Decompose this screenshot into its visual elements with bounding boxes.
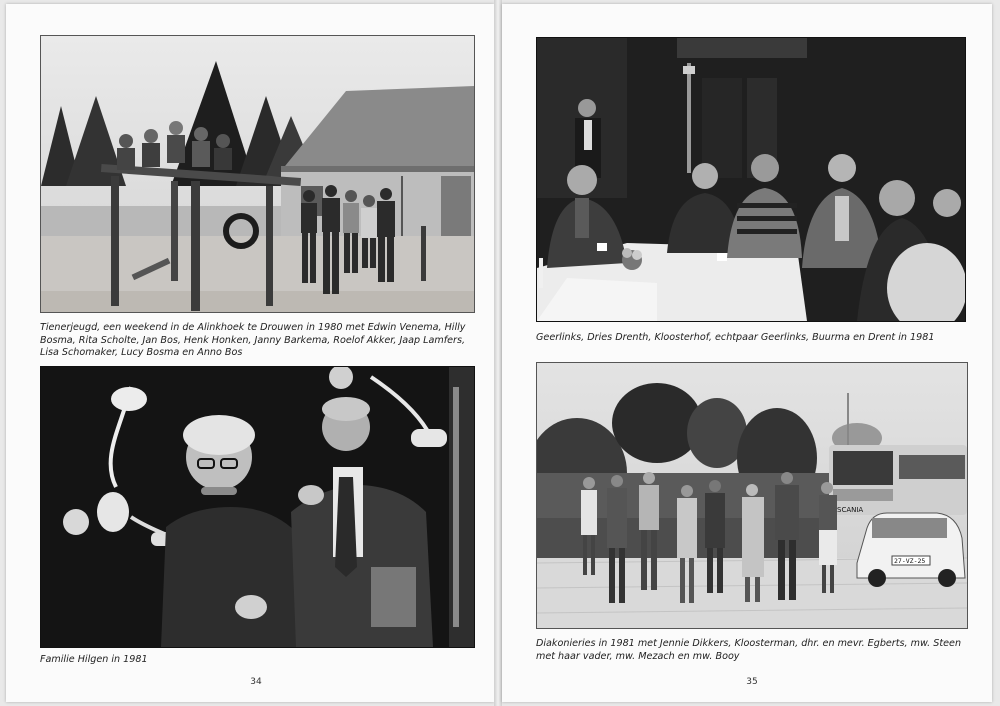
page-number-right: 35: [746, 677, 758, 687]
photo-group-at-table: [536, 37, 966, 322]
photo-table-image: [537, 38, 965, 321]
caption-geerlinks: Geerlinks, Dries Drenth, Kloosterhof, echtpaar Geerlinks, Buurma en Drent in 1981: [536, 332, 935, 343]
license-plate-text: 27-VZ-25: [894, 557, 926, 565]
caption-teenagers: Tienerjeugd, een weekend in de Alinkhoek te Drouwen in 1980 met Edwin Venema, Hilly Bosma, Rita Scholte, Jan Bos, Henk Honken, Janny Barkema, Roelof Akker, Jaap Lamfers, Lisa Schomaker, Lucy Bosma en Anno Bos: [40, 322, 466, 358]
book-gutter: [494, 0, 502, 706]
photo-diakonieries-outing: [536, 362, 968, 629]
caption-familie-hilgen: Familie Hilgen in 1981: [40, 654, 148, 665]
photo-hilgen-image: [41, 367, 474, 647]
page-number-left: 34: [250, 677, 262, 687]
right-page: [502, 4, 992, 702]
left-page: [6, 4, 494, 702]
photo-outing-image: [537, 363, 967, 628]
bus-sign-text: SCANIA: [837, 506, 864, 514]
caption-diakonieries: Diakonieries in 1981 met Jennie Dikkers, Kloosterman, dhr. en mevr. Egberts, mw. Steen met haar vader, mw. Mezach en mw. Booy: [536, 638, 962, 662]
photo-familie-hilgen: [40, 366, 475, 648]
photo-teenagers-playground: [40, 35, 475, 313]
photo-teenagers-image: [41, 36, 474, 312]
